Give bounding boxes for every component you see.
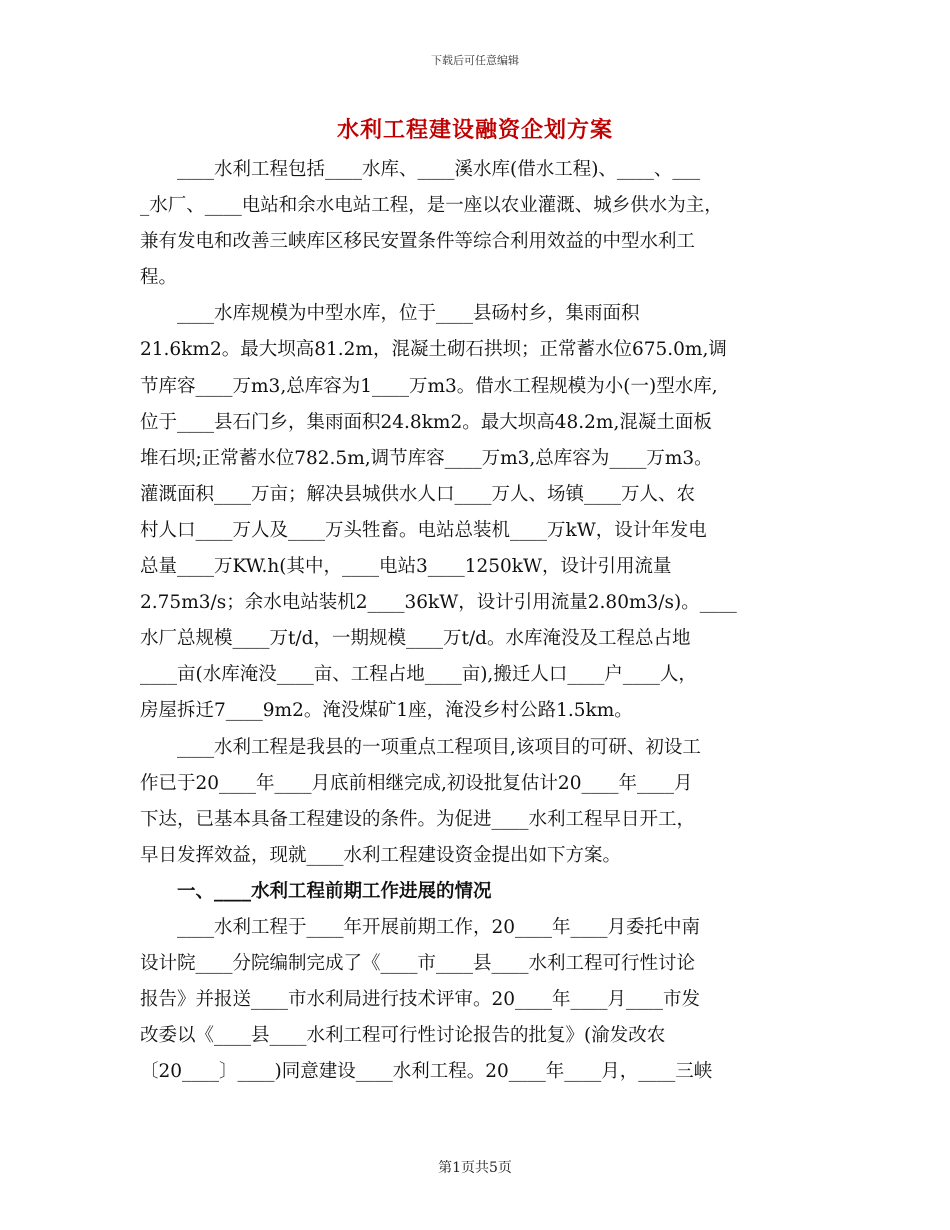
body-line: ____水库规模为中型水库，位于____县砀村乡，集雨面积 bbox=[177, 303, 640, 325]
document-body bbox=[140, 152, 820, 1090]
body-line: ____水利工程于____年开展前期工作，20____年____月委托中南 bbox=[177, 916, 701, 938]
body-line: 2.75m3/s；余水电站装机2____36kW，设计引用流量2.80m3/s)。____ bbox=[140, 592, 737, 614]
body-line: _水厂、____电站和余水电站工程，是一座以农业灌溉、城乡供水为主， bbox=[140, 195, 723, 217]
body-line: 兼有发电和改善三峡库区移民安置条件等综合利用效益的中型水利工 bbox=[140, 231, 696, 253]
body-line: ____亩(水库淹没____亩、工程占地____亩),搬迁人口____户____人， bbox=[140, 664, 697, 686]
page-header-note: 下载后可任意编辑 bbox=[431, 54, 519, 67]
body-line: 水厂总规模____万t/d，一期规模____万t/d。水库淹没及工程总占地 bbox=[140, 628, 691, 650]
page-number: 第1页共5页 bbox=[438, 1160, 512, 1176]
body-line: 〔20____〕____)同意建设____水利工程。20____年____月，____三峡 bbox=[140, 1061, 713, 1083]
section-heading: 一、____水利工程前期工作进展的情况 bbox=[177, 880, 492, 902]
body-line: 灌溉面积____万亩；解决县城供水人口____万人、场镇____万人、农 bbox=[140, 483, 696, 505]
body-line: 设计院____分院编制完成了《____市____县____水利工程可行性讨论 bbox=[140, 953, 696, 975]
body-line: 下达，已基本具备工程建设的条件。为促进____水利工程早日开工， bbox=[140, 808, 696, 830]
body-line: 程。 bbox=[140, 267, 178, 289]
body-line: 报告》并报送____市水利局进行技术评审。20____年____月____市发 bbox=[140, 989, 701, 1011]
body-line: 位于____县石门乡，集雨面积24.8km2。最大坝高48.2m,混凝土面板 bbox=[140, 411, 712, 433]
body-line: 堆石坝;正常蓄水位782.5m,调节库容____万m3,总库容为____万m3。 bbox=[140, 447, 713, 469]
body-line: 总量____万KW.h(其中，____电站3____1250kW，设计引用流量 bbox=[140, 556, 672, 578]
document-title: 水利工程建设融资企划方案 bbox=[336, 117, 613, 143]
body-line: 村人口____万人及____万头牲畜。电站总装机____万kW，设计年发电 bbox=[140, 519, 707, 541]
body-line: 21.6km2。最大坝高81.2m，混凝土砌石拱坝；正常蓄水位675.0m,调 bbox=[140, 339, 727, 361]
body-line: 改委以《____县____水利工程可行性讨论报告的批复》(渝发改农 bbox=[140, 1025, 666, 1047]
body-line: ____水利工程是我县的一项重点工程项目,该项目的可研、初设工 bbox=[177, 736, 701, 758]
body-line: ____水利工程包括____水库、____溪水库(借水工程)、____、___ bbox=[177, 159, 701, 180]
body-line: 作已于20____年____月底前相继完成,初设批复估计20____年____月 bbox=[140, 772, 693, 794]
body-line: 房屋拆迁7____9m2。淹没煤矿1座，淹没乡村公路1.5km。 bbox=[140, 700, 633, 722]
body-line: 节库容____万m3,总库容为1____万m3。借水工程规模为小(一)型水库, bbox=[140, 375, 718, 397]
body-line: 早日发挥效益，现就____水利工程建设资金提出如下方案。 bbox=[140, 844, 622, 866]
